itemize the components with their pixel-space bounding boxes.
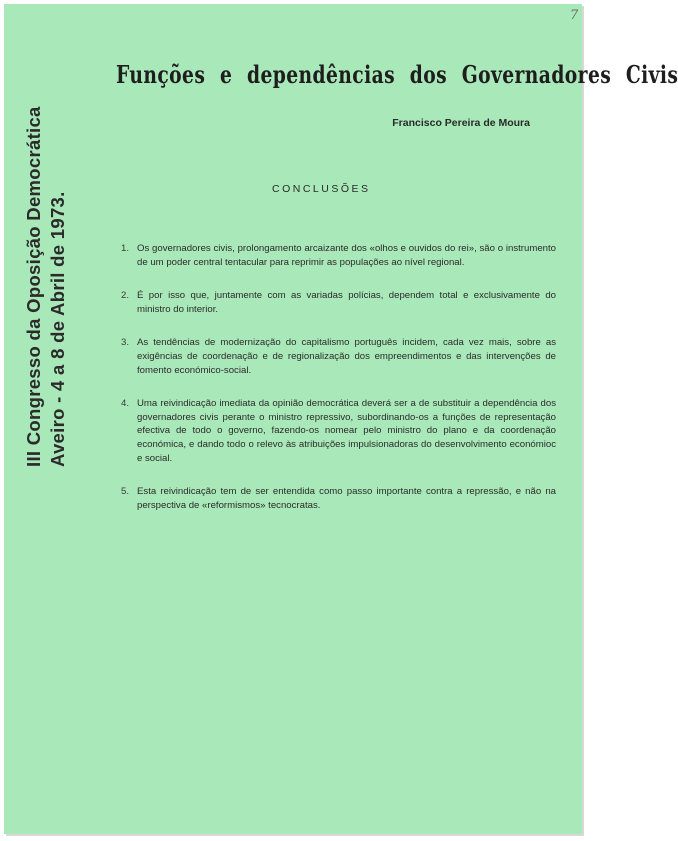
item-number: 2. <box>121 290 130 302</box>
author-name: Francisco Pereira de Moura <box>392 117 530 129</box>
list-item <box>121 242 556 269</box>
list-item <box>121 485 556 512</box>
item-text: Os governadores civis, prolongamento arcaizante dos «olhos e ouvidos do rei», são o instrumento de um poder central tentacular para reprimir as populações ao nível regional. <box>137 243 556 268</box>
item-text: As tendências de modernização do capitalismo português incidem, cada vez mais, sobre as exigências de coordenação e de regionalização dos empreendimentos e das intervenções de fomento económico-social. <box>137 337 556 376</box>
item-number: 4. <box>121 398 130 410</box>
conclusions-list <box>121 242 556 532</box>
item-text: Uma reivindicação imediata da opinião democrática deverá ser a de substituir a dependência dos governadores civis perante o ministro repressivo, subordinando-os a funções de representação efectiva de todo o governo, fazendo-os nomear pelo ministro do plano e da coordenação económica, e dando todo o relevo às atribuições impulsionadoras do desenvolvimento económioc e social. <box>137 398 556 464</box>
section-heading: CONCLUSÕES <box>272 183 371 195</box>
item-number: 1. <box>121 243 130 254</box>
sidebar-congress-name: III Congresso da Oposição Democrática <box>23 106 44 467</box>
sidebar-congress-date: Aveiro - 4 a 8 de Abril de 1973. <box>47 191 68 467</box>
list-item <box>121 336 556 377</box>
page-number: 7 <box>570 8 579 23</box>
congress-sidebar <box>22 106 70 467</box>
document-page <box>4 4 678 834</box>
list-item <box>121 289 556 316</box>
item-number: 5. <box>121 486 130 498</box>
document-title: Funções e dependências dos Governadores Civis <box>116 60 678 89</box>
item-number: 3. <box>121 337 130 349</box>
item-text: É por isso que, juntamente com as variadas polícias, dependem total e exclusivamente do ministro do interior. <box>137 290 556 315</box>
item-text: Esta reivindicação tem de ser entendida como passo importante contra a repressão, e não na perspectiva de «reformismos» tecnocratas. <box>137 486 556 511</box>
list-item <box>121 397 556 465</box>
